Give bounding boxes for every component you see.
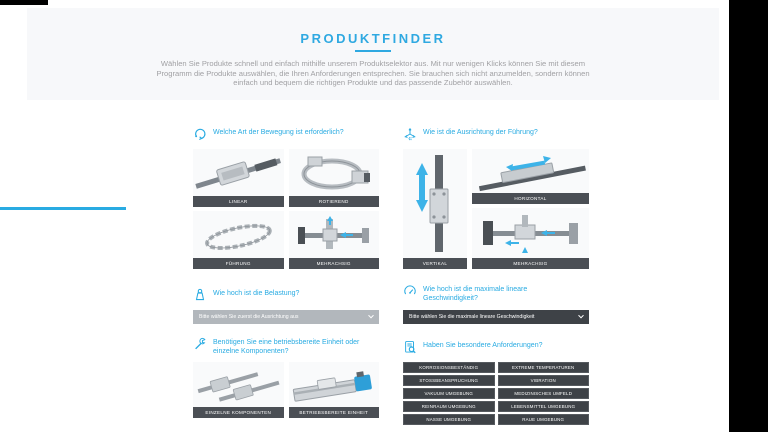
question-load-header <box>193 288 379 302</box>
tile-rotierend[interactable] <box>289 149 380 207</box>
question-movement-header <box>193 127 379 141</box>
req-extreme-temperaturen-button[interactable]: EXTREME TEMPERATUREN <box>498 362 590 373</box>
req-nasse-umgebung-button[interactable]: NASSE UMGEBUNG <box>403 414 495 425</box>
question-label: Welche Art der Bewegung ist erforderlich? <box>213 129 344 136</box>
tile-betriebsbereite-einheit[interactable] <box>289 362 380 418</box>
question-label: Benötigen Sie eine betriebsbereite Einheit oder einzelne Komponenten? <box>213 339 360 355</box>
req-reinraum-umgebung-button[interactable]: REINRAUM UMGEBUNG <box>403 401 495 412</box>
axes-3d-icon <box>403 127 417 141</box>
question-unit-header <box>193 337 379 356</box>
intro-panel <box>27 8 719 100</box>
rotation-arrow-icon <box>193 127 207 141</box>
tile-fuehrung[interactable] <box>193 211 284 269</box>
question-speed-header <box>403 284 589 303</box>
tile-einzelne-komponenten[interactable] <box>193 362 284 418</box>
fuehrung-product-image <box>193 211 284 258</box>
orientation-tile-grid <box>403 149 589 269</box>
section-unit <box>193 337 379 418</box>
section-orientation <box>403 127 589 269</box>
horizontal-product-image <box>472 149 589 193</box>
tile-label: LINEAR <box>193 196 284 207</box>
speed-dropdown-placeholder: Bitte wählen Sie die maximale lineare Geschwindigkeit <box>409 314 535 321</box>
top-left-black-strip <box>0 0 48 5</box>
req-raue-umgebung-button[interactable]: RAUE UMGEBUNG <box>498 414 590 425</box>
section-load <box>193 288 379 324</box>
tile-label: FÜHRUNG <box>193 258 284 269</box>
question-label: Wie hoch ist die Belastung? <box>213 290 300 297</box>
tile-mehrachsig-orientation[interactable] <box>472 208 589 269</box>
tile-linear[interactable] <box>193 149 284 207</box>
mehrachsig-product-image <box>289 211 380 258</box>
section-movement <box>193 127 379 269</box>
tile-label: MEHRACHSIG <box>289 258 380 269</box>
checklist-magnifier-icon <box>403 340 417 354</box>
unit-tile-grid <box>193 362 379 418</box>
speed-dropdown[interactable] <box>403 310 589 324</box>
komponenten-product-image <box>193 362 284 407</box>
wrench-icon <box>193 337 207 351</box>
req-korrosionsbestaendig-button[interactable]: KORROSIONSBESTÄNDIG <box>403 362 495 373</box>
rotierend-product-image <box>289 149 380 196</box>
tile-horizontal[interactable] <box>472 149 589 204</box>
question-orientation-header <box>403 127 589 141</box>
req-medizinisches-umfeld-button[interactable]: MEDIZINISCHES UMFELD <box>498 388 590 399</box>
load-dropdown[interactable] <box>193 310 379 324</box>
intro-text: Wählen Sie Produkte schnell und einfach mithilfe unserem Produktselektor aus. Mit nur wenigen Klicks können Sie mit diesem Programm die Produkte auswählen, die Ihren Anforderungen entsprechen. Sie brauchen sich nicht anzumelden, sondern können einfach und bequem die richtigen Produkte und das passende Zubehör auswählen. <box>156 59 590 88</box>
req-stossbeanspruchung-button[interactable]: STOSSBEANSPRUCHUNG <box>403 375 495 386</box>
requirements-grid <box>403 362 589 425</box>
title-underline <box>355 50 391 52</box>
weight-icon <box>193 288 207 302</box>
tile-vertikal[interactable] <box>403 149 467 269</box>
question-label: Wie hoch ist die maximale lineare Geschwindigkeit? <box>423 286 528 302</box>
req-vibration-button[interactable]: VIBRATION <box>498 375 590 386</box>
load-dropdown-placeholder: Bitte wählen Sie zuerst die Ausrichtung aus <box>199 314 299 320</box>
req-vakuum-umgebung-button[interactable]: VAKUUM UMGEBUNG <box>403 388 495 399</box>
question-label: Haben Sie besondere Anforderungen? <box>423 342 543 349</box>
einheit-product-image <box>289 362 380 407</box>
speedometer-icon <box>403 284 417 298</box>
req-lebensmittel-umgebung-button[interactable]: LEBENSMITTEL UMGEBUNG <box>498 401 590 412</box>
question-requirements-header <box>403 340 589 354</box>
page-title: PRODUKTFINDER <box>300 31 446 46</box>
decorative-blue-line <box>0 207 126 210</box>
tile-mehrachsig[interactable] <box>289 211 380 269</box>
tile-label: HORIZONTAL <box>472 193 589 204</box>
section-requirements <box>403 340 589 425</box>
tile-label: ROTIEREND <box>289 196 380 207</box>
tile-label: VERTIKAL <box>403 258 467 269</box>
chevron-down-icon <box>368 313 374 319</box>
tile-label: EINZELNE KOMPONENTEN <box>193 407 284 418</box>
tile-label: MEHRACHSIG <box>472 258 589 269</box>
vertikal-product-image <box>403 149 467 258</box>
question-label: Wie ist die Ausrichtung der Führung? <box>423 129 538 136</box>
linear-product-image <box>193 149 284 196</box>
mehrachsig-orientation-product-image <box>472 208 589 258</box>
right-black-bar <box>729 0 768 432</box>
chevron-down-icon <box>578 313 584 319</box>
movement-tile-grid <box>193 149 379 269</box>
section-speed <box>403 284 589 324</box>
tile-label: BETRIEBSBEREITE EINHEIT <box>289 407 380 418</box>
